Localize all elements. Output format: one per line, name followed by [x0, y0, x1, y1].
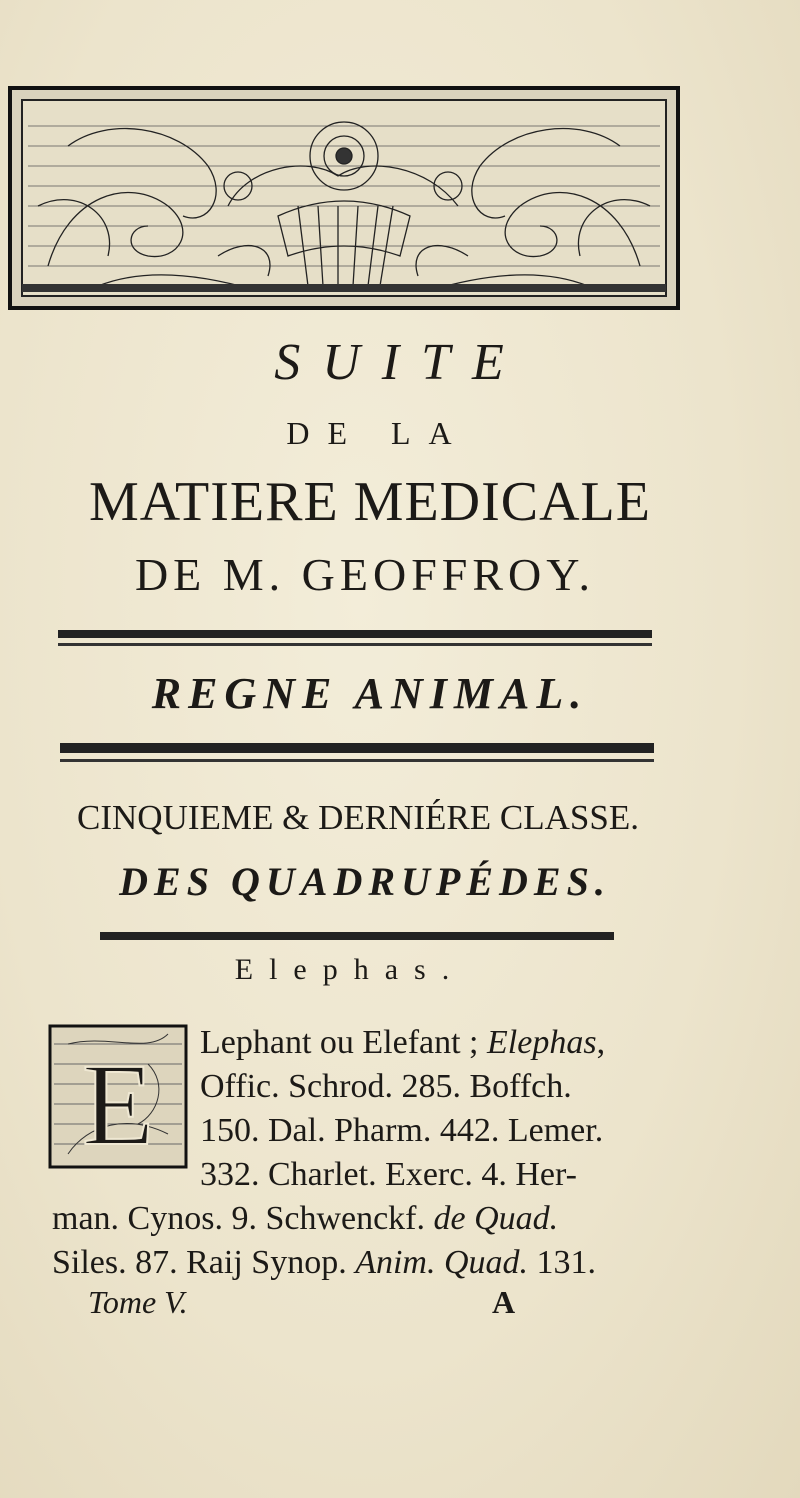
dropcap-letter: E	[81, 1039, 155, 1169]
decorated-initial	[48, 1024, 188, 1169]
entry-heading: Elephas.	[234, 953, 466, 986]
entry-line-6: Siles. 87. Raij Synop. Anim. Quad. 131.	[52, 1244, 597, 1281]
entry-line-2: Offic. Schrod. 285. Boffch.	[200, 1068, 572, 1105]
entry-line-3: 150. Dal. Pharm. 442. Lemer.	[200, 1112, 604, 1149]
volume-signature: Tome V.	[88, 1284, 188, 1320]
title-author: DE M. GEOFFROY.	[134, 549, 596, 600]
latin-name: Elephas	[487, 1024, 597, 1061]
double-rule-middle	[60, 740, 654, 770]
entry-line-4: 332. Charlet. Exerc. 4. Her-	[200, 1156, 577, 1193]
class-subtitle: DES QUADRUPÉDES.	[119, 859, 611, 904]
title-suite: SUITE	[274, 334, 526, 391]
double-rule-top	[58, 626, 652, 656]
gathering-mark: A	[492, 1284, 516, 1320]
thick-rule	[100, 930, 614, 944]
entry-line-1: Lephant ou Elefant ; Elephas,	[200, 1024, 606, 1061]
entry-line-5: man. Cynos. 9. Schwenckf. de Quad.	[52, 1200, 559, 1237]
title-main: MATIERE MEDICALE	[89, 471, 651, 533]
title-dela: DE LA	[286, 415, 470, 451]
section-title: REGNE ANIMAL.	[151, 669, 589, 718]
ornamental-headpiece	[8, 86, 680, 310]
class-title: CINQUIEME & DERNIÉRE CLASSE.	[77, 798, 639, 837]
